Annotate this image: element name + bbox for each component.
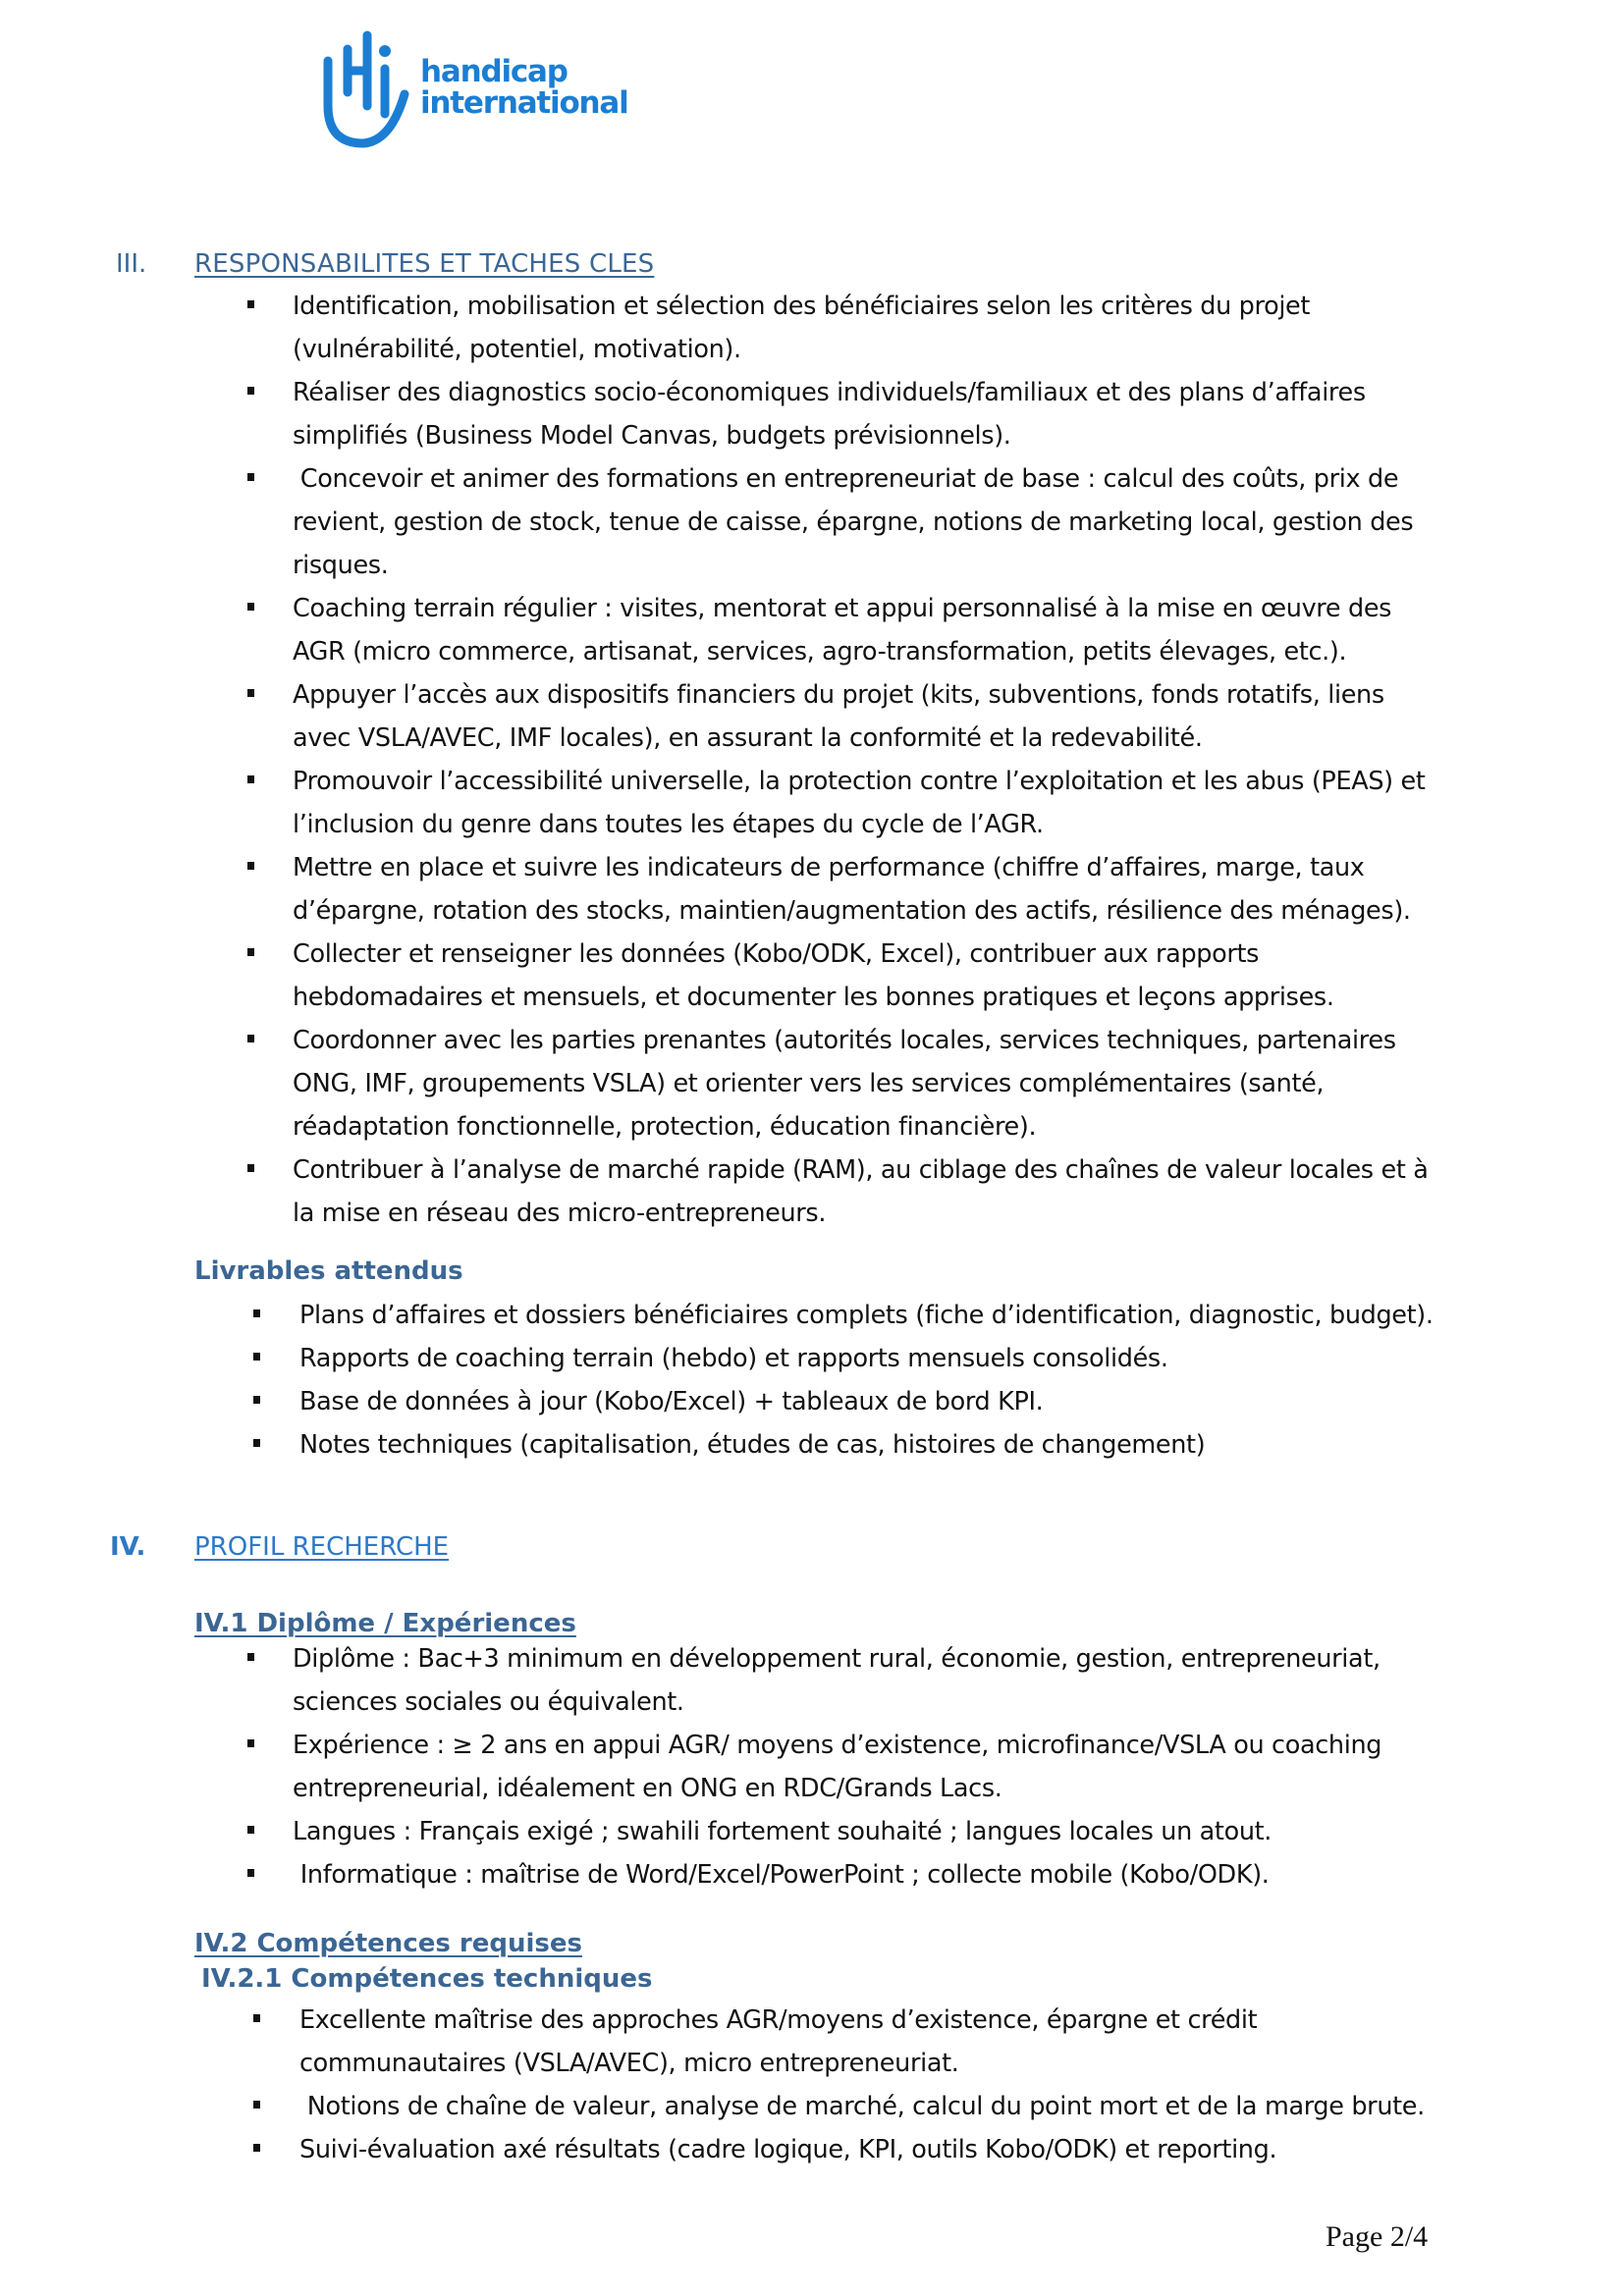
list-item [247, 846, 1429, 933]
square-bullet-icon [247, 603, 254, 611]
technical-skills-list [253, 1999, 1425, 2171]
list-item [247, 371, 1429, 457]
list-item-text: Réaliser des diagnostics socio-économiques individuels/familiaux et des plans d’affaires [293, 378, 1366, 407]
list-item-text: risques. [293, 551, 389, 580]
square-bullet-icon [247, 1035, 254, 1042]
list-item-text: Appuyer l’accès aux dispositifs financiers du projet (kits, subventions, fonds rotatifs, liens [293, 680, 1384, 710]
square-bullet-icon [247, 1653, 254, 1661]
list-item-text: revient, gestion de stock, tenue de caisse, épargne, notions de marketing local, gestion des [293, 507, 1414, 537]
list-item [247, 587, 1429, 673]
list-item [253, 2085, 1425, 2128]
square-bullet-icon [247, 300, 254, 308]
list-item-text: Notions de chaîne de valeur, analyse de marché, calcul du point mort et de la marge brute. [299, 2092, 1425, 2121]
list-item-text: la mise en réseau des micro-entrepreneurs. [293, 1199, 827, 1228]
list-item-text: hebdomadaires et mensuels, et documenter les bonnes pratiques et leçons apprises. [293, 983, 1334, 1012]
square-bullet-icon [247, 473, 254, 481]
list-item-text: Expérience : ≥ 2 ans en appui AGR/ moyens d’existence, microfinance/VSLA ou coaching [293, 1731, 1382, 1760]
list-item [247, 1724, 1381, 1810]
list-item [247, 457, 1429, 587]
list-item [253, 1423, 1434, 1467]
page-number: Page 2/4 [1326, 2220, 1429, 2253]
list-item [247, 673, 1429, 760]
list-item [247, 760, 1429, 846]
diploma-experience-list [247, 1637, 1381, 1896]
square-bullet-icon [247, 775, 254, 783]
subsection-heading-competences-techniques: IV.2.1 Compétences techniques [201, 1964, 653, 1994]
list-item-text: simplifiés (Business Model Canvas, budgets prévisionnels). [293, 421, 1011, 451]
list-item-text: AGR (micro commerce, artisanat, services, agro-transformation, petits élevages, etc.). [293, 637, 1347, 667]
list-item [253, 1337, 1434, 1380]
section-heading-profil [110, 1531, 699, 1565]
list-item-text: réadaptation fonctionnelle, protection, éducation financière). [293, 1112, 1037, 1142]
square-bullet-icon [253, 2101, 260, 2109]
list-item-text: Rapports de coaching terrain (hebdo) et rapports mensuels consolidés. [299, 1344, 1168, 1373]
square-bullet-icon [247, 689, 254, 697]
square-bullet-icon [247, 1826, 254, 1834]
square-bullet-icon [247, 387, 254, 395]
list-item-text: Coaching terrain régulier : visites, mentorat et appui personnalisé à la mise en œuvre des [293, 594, 1392, 623]
section-title: PROFIL RECHERCHE [194, 1532, 450, 1562]
list-item [247, 933, 1429, 1019]
logo-text-handicap: handicap [420, 54, 568, 89]
list-item-text: Diplôme : Bac+3 minimum en développement rural, économie, gestion, entrepreneuriat, [293, 1644, 1380, 1674]
list-item-text: Plans d’affaires et dossiers bénéficiaires complets (fiche d’identification, diagnostic, budget). [299, 1301, 1434, 1330]
list-item-text: Promouvoir l’accessibilité universelle, la protection contre l’exploitation et les abus (PEAS) et [293, 767, 1426, 796]
square-bullet-icon [247, 862, 254, 870]
square-bullet-icon [247, 948, 254, 956]
list-item-text: Coordonner avec les parties prenantes (autorités locales, services techniques, partenaires [293, 1026, 1396, 1055]
list-item-text: Suivi-évaluation axé résultats (cadre logique, KPI, outils Kobo/ODK) et reporting. [299, 2135, 1277, 2164]
section-title: RESPONSABILITES ET TACHES CLES [194, 249, 655, 279]
list-item [253, 1999, 1425, 2085]
deliverables-heading: Livrables attendus [194, 1256, 463, 1286]
list-item-text: Informatique : maîtrise de Word/Excel/PowerPoint ; collecte mobile (Kobo/ODK). [293, 1860, 1270, 1890]
square-bullet-icon [247, 1869, 254, 1877]
list-item [253, 1380, 1434, 1423]
subsection-heading-competences: IV.2 Compétences requises [194, 1929, 582, 1958]
list-item-text: Collecter et renseigner les données (Kobo/ODK, Excel), contribuer aux rapports [293, 939, 1260, 969]
section-number: III. [116, 249, 147, 279]
list-item-text: communautaires (VSLA/AVEC), micro entrepreneuriat. [299, 2049, 959, 2078]
list-item-text: l’inclusion du genre dans toutes les étapes du cycle de l’AGR. [293, 810, 1044, 839]
square-bullet-icon [247, 1164, 254, 1172]
square-bullet-icon [253, 1353, 260, 1361]
handicap-international-logo [320, 27, 654, 150]
list-item-text: Notes techniques (capitalisation, études de cas, histoires de changement) [299, 1430, 1206, 1460]
list-item-text: Identification, mobilisation et sélection des bénéficiaires selon les critères du projet [293, 292, 1311, 321]
responsibilities-list [247, 285, 1429, 1235]
section-heading-responsabilites [116, 248, 803, 282]
list-item [253, 2128, 1425, 2171]
square-bullet-icon [253, 1309, 260, 1317]
list-item [247, 285, 1429, 371]
square-bullet-icon [253, 2014, 260, 2022]
list-item-text: Base de données à jour (Kobo/Excel) + tableaux de bord KPI. [299, 1387, 1044, 1416]
list-item [247, 1148, 1429, 1235]
list-item-text: (vulnérabilité, potentiel, motivation). [293, 335, 741, 364]
list-item-text: Mettre en place et suivre les indicateurs de performance (chiffre d’affaires, marge, taux [293, 853, 1365, 882]
list-item [247, 1637, 1381, 1724]
list-item [247, 1810, 1381, 1853]
list-item [253, 1294, 1434, 1337]
square-bullet-icon [253, 1439, 260, 1447]
list-item-text: entrepreneurial, idéalement en ONG en RDC/Grands Lacs. [293, 1774, 1002, 1803]
subsection-heading-diplome: IV.1 Diplôme / Expériences [194, 1609, 576, 1638]
hi-hand-icon [320, 27, 418, 150]
list-item-text: ONG, IMF, groupements VSLA) et orienter vers les services complémentaires (santé, [293, 1069, 1325, 1098]
list-item-text: d’épargne, rotation des stocks, maintien/augmentation des actifs, résilience des ménages). [293, 896, 1411, 926]
list-item [247, 1853, 1381, 1896]
list-item-text: Excellente maîtrise des approches AGR/moyens d’existence, épargne et crédit [299, 2005, 1258, 2035]
list-item-text: Contribuer à l’analyse de marché rapide (RAM), au ciblage des chaînes de valeur locales et à [293, 1155, 1429, 1185]
section-number: IV. [110, 1532, 146, 1562]
square-bullet-icon [253, 2144, 260, 2152]
list-item-text: sciences sociales ou équivalent. [293, 1687, 684, 1717]
deliverables-list [253, 1294, 1434, 1467]
list-item-text: Concevoir et animer des formations en entrepreneuriat de base : calcul des coûts, prix de [293, 464, 1399, 494]
list-item-text: Langues : Français exigé ; swahili fortement souhaité ; langues locales un atout. [293, 1817, 1272, 1846]
logo-text-international: international [420, 85, 628, 121]
square-bullet-icon [253, 1396, 260, 1404]
list-item [247, 1019, 1429, 1148]
list-item-text: avec VSLA/AVEC, IMF locales), en assurant la conformité et la redevabilité. [293, 723, 1203, 753]
square-bullet-icon [247, 1739, 254, 1747]
